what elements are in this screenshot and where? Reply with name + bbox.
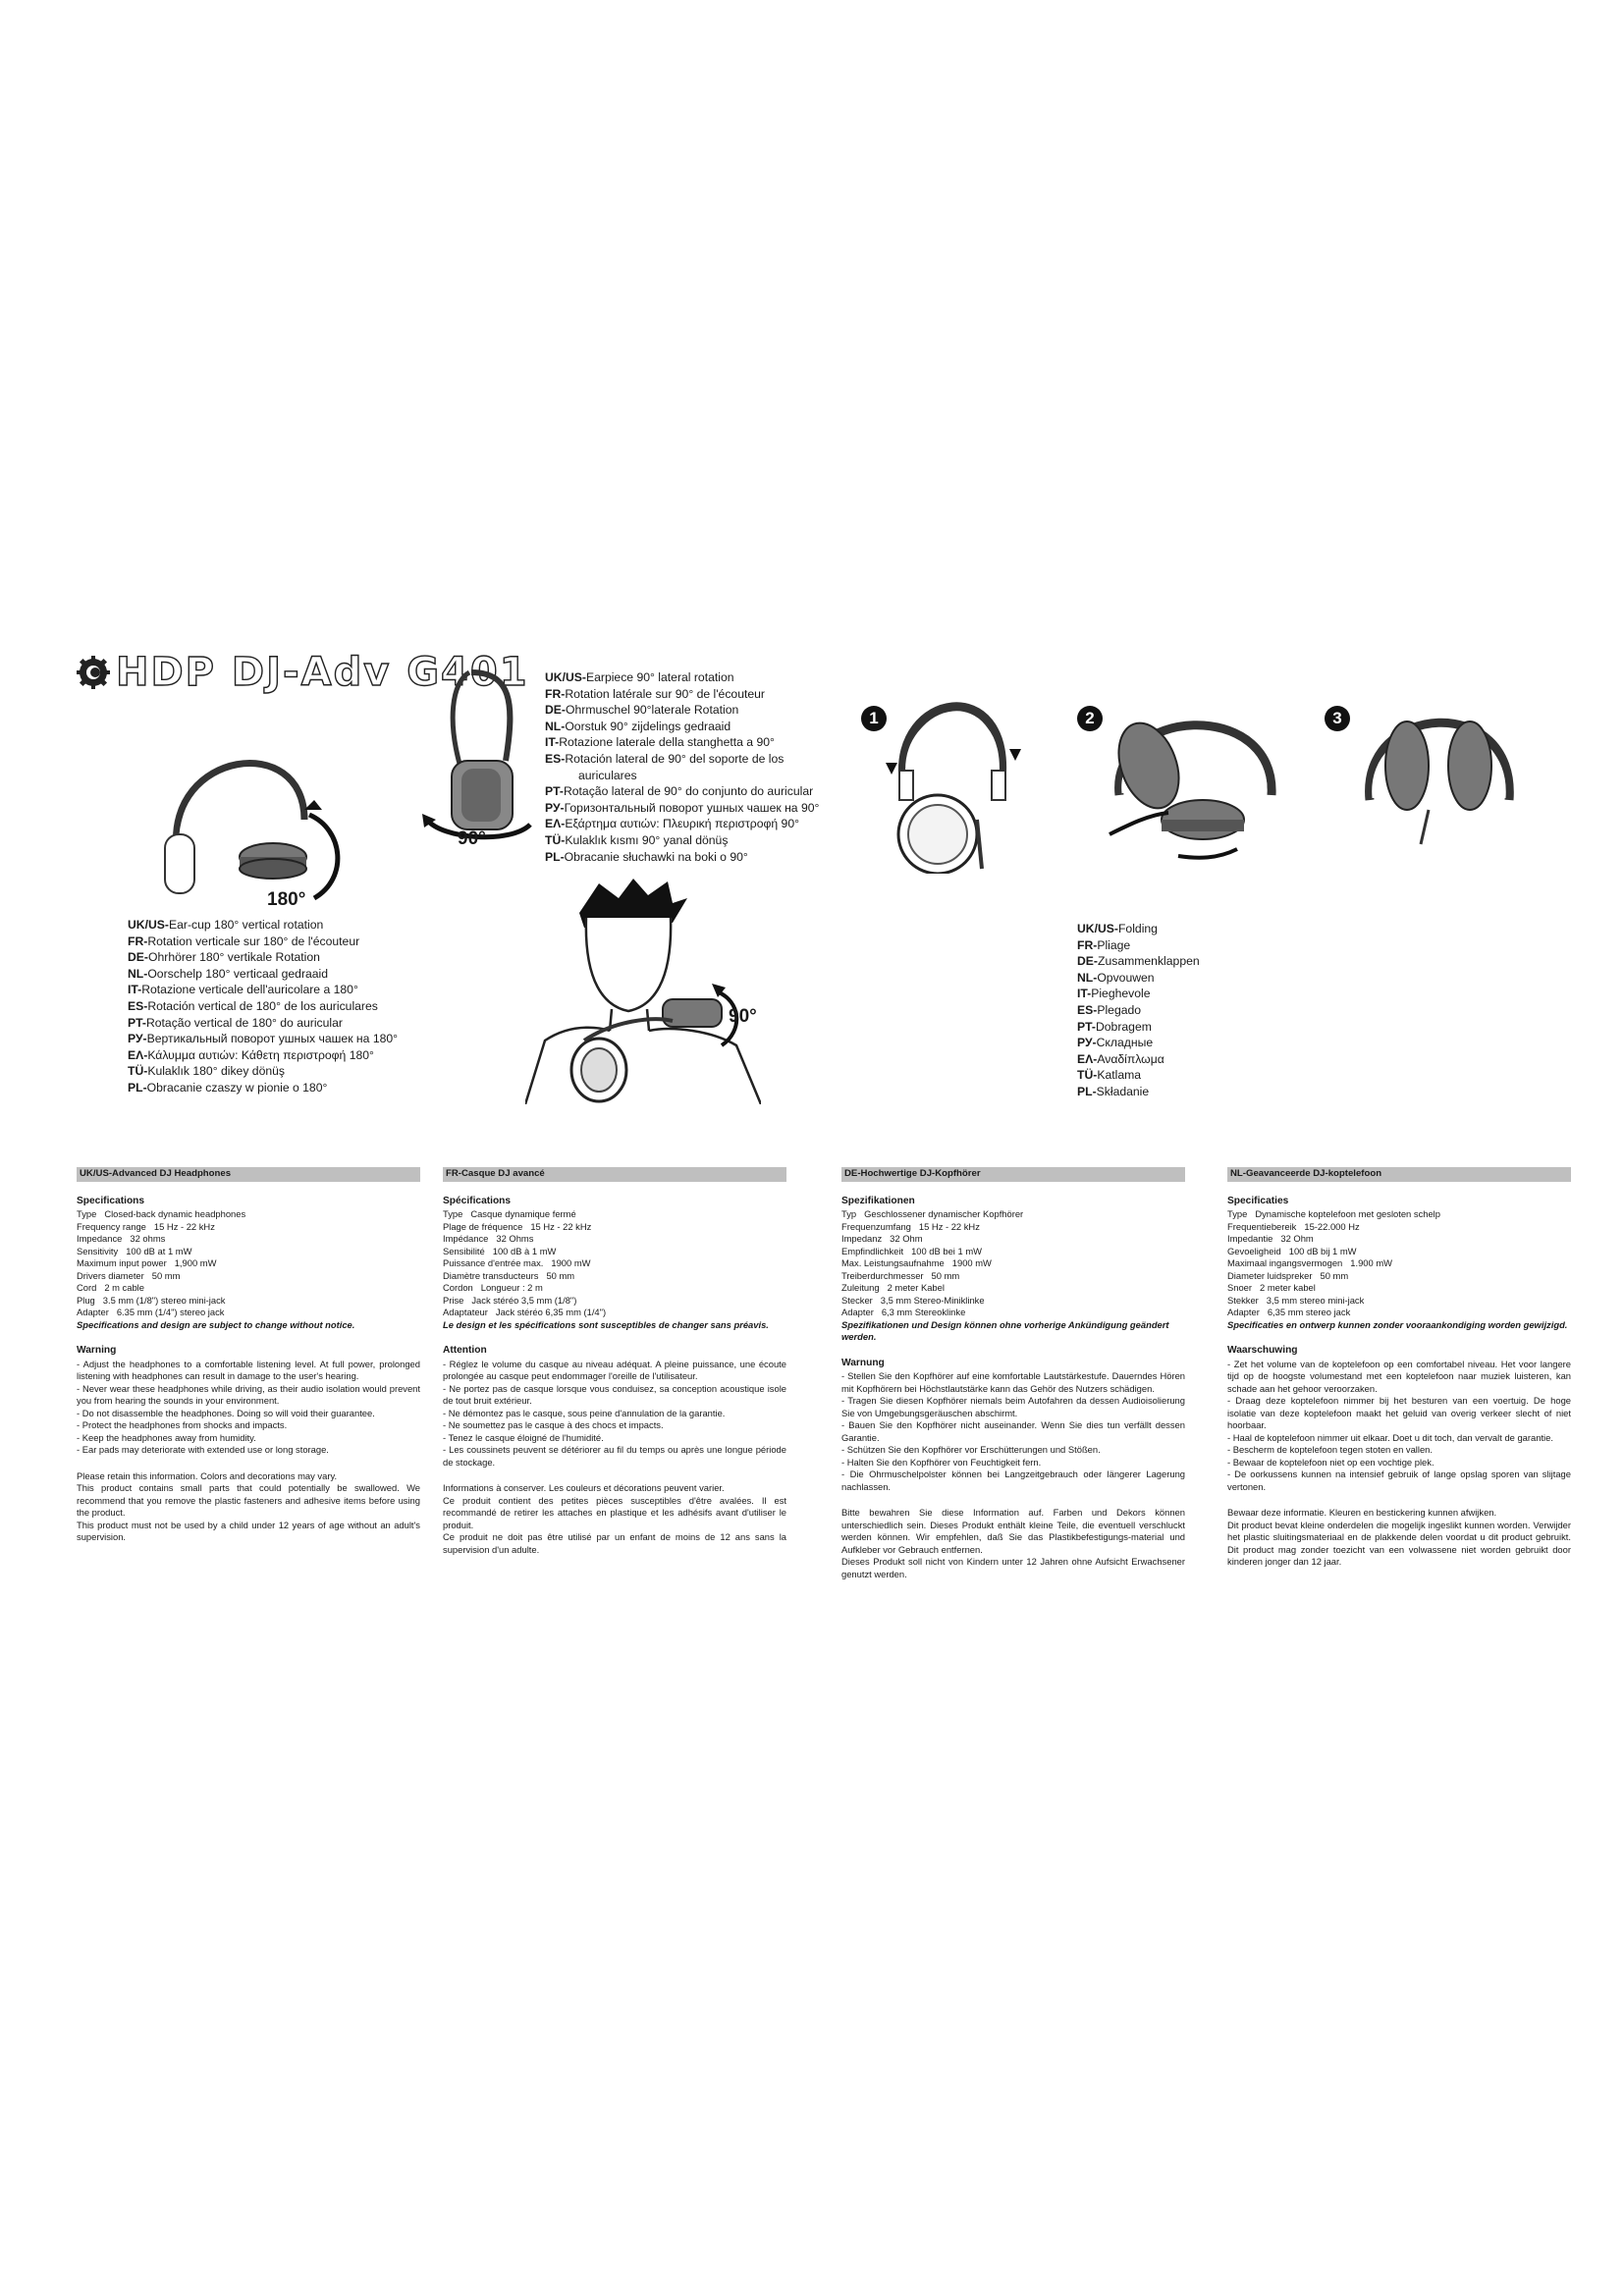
closing-text: Informations à conserver. Les couleurs et décorations peuvent varier. [443,1482,725,1493]
spec-note: Specificaties en ontwerp kunnen zonder vooraankondiging worden gewijzigd. [1227,1318,1568,1330]
list-item: NL-Oorstuk 90° zijdelings gedraaid [545,719,731,733]
list-item: FR-Pliage [1077,937,1131,952]
person-neck-headphones-illustration [525,874,761,1104]
spec-row: Snoer 2 meter kabel [1227,1282,1316,1293]
warning-item: - Tragen Sie diesen Kopfhörer niemals beim Autofahren da dessen Audioisolierung Sie von Umgebungsgeräuschen abschirmt. [841,1395,1185,1418]
list-item: TÜ-Kulaklık kısmı 90° yanal dönüş [545,832,729,847]
warning-title: Warnung [841,1357,885,1368]
column-header: NL-Geavanceerde DJ-koptelefoon [1227,1167,1571,1182]
list-item: DE-Ohrhörer 180° vertikale Rotation [128,950,320,965]
folding-step-1-illustration [864,672,1041,874]
list-item: PL-Składanie [1077,1084,1150,1098]
gear-logo-icon [77,656,110,689]
list-item: TÜ-Katlama [1077,1068,1142,1083]
spec-row: Frequenzumfang 15 Hz - 22 kHz [841,1220,980,1232]
column-de [841,1167,1185,1580]
list-item: PT-Rotação lateral de 90° do conjunto do auricular [545,784,814,799]
warning-item: - Do not disassemble the headphones. Doing so will void their guarantee. [77,1407,375,1418]
list-item: IT-Pieghevole [1077,987,1151,1001]
closing-text: Bitte bewahren Sie diese Information auf. Farben und Dekors können unterschiedlich sein. Dieses Produkt enthält kleine Teile, die eventuell verschluckt werden können. Wir empfehlen, daß Sie das Plastikbefestigungs-material und Aufkleber vor Gebrauch entfernen. [841,1507,1185,1555]
warning-item: - Stellen Sie den Kopfhörer auf eine komfortable Lautstärkestufe. Dauerndes Hören mit Kopfhörern bei Höchstlautstärke kann das Gehör des Nutzers schädigen. [841,1370,1185,1394]
neck-angle-label: 90° [729,1006,757,1027]
list-item: NL-Oorschelp 180° verticaal gedraaid [128,966,329,981]
spec-row: Sensibilité 100 dB à 1 mW [443,1245,557,1256]
list-item: FR-Rotation latérale sur 90° de l'écouteur [545,686,765,701]
spec-row: Maximum input power 1,900 mW [77,1257,217,1268]
warning-item: - Halten Sie den Kopfhörer von Feuchtigkeit fern. [841,1456,1042,1468]
list-item: UK/US-Ear-cup 180° vertical rotation [128,918,324,932]
closing-text: This product contains small parts that could potentially be swallowed. We recommend that you remove the plastic fasteners and adhesive items before using the product. [77,1482,420,1518]
spec-row: Gevoeligheid 100 dB bij 1 mW [1227,1245,1357,1256]
warning-item: - Bauen Sie den Kopfhörer nicht auseinander. Wenn Sie dies tun verfällt dessen Garantie. [841,1419,1185,1443]
warning-item: - Schützen Sie den Kopfhörer vor Erschütterungen und Stößen. [841,1444,1101,1455]
warning-item: - Bescherm de koptelefoon tegen stoten en vallen. [1227,1444,1433,1455]
list-item: DE-Ohrmuschel 90°laterale Rotation [545,703,739,718]
spec-row: Diamètre transducteurs 50 mm [443,1269,575,1281]
list-item: UK/US-Earpiece 90° lateral rotation [545,670,734,684]
closing-text: Please retain this information. Colors and decorations may vary. [77,1469,338,1481]
warning-item: - Ear pads may deteriorate with extended use or long storage. [77,1444,329,1455]
spec-row: Cord 2 m cable [77,1282,144,1293]
list-item: PT-Dobragem [1077,1019,1152,1034]
product-title: HDP DJ-Adv G401 [116,650,529,695]
list-item: UK/US-Folding [1077,922,1158,935]
vertical-angle-label: 180° [267,889,306,910]
warning-item: - Ne soumettez pas le casque à des chocs et impacts. [443,1419,664,1430]
closing-text: Dieses Produkt soll nicht von Kindern unter 12 Jahren ohne Aufsicht Erwachsener genutzt werden. [841,1556,1185,1579]
spec-row: Puissance d'entrée max. 1900 mW [443,1257,591,1268]
spec-row: Impedance 32 ohms [77,1233,166,1244]
list-item: PL-Obracanie czaszy w pionie o 180° [128,1080,328,1095]
spec-row: Impedanz 32 Ohm [841,1233,923,1244]
spec-row: Zuleitung 2 meter Kabel [841,1282,945,1293]
warning-title: Warning [77,1345,117,1356]
column-fr [443,1167,786,1556]
warning-item: - Réglez le volume du casque au niveau adéquat. A pleine puissance, une écoute prolongée au casque peut endommager l'oreille de l'utilisateur. [443,1358,786,1381]
folding-step-3-illustration [1350,692,1527,849]
vertical-rotation-list [128,917,398,1096]
warning-item: - Les coussinets peuvent se détériorer au fil du temps ou après une longue période de stockage. [443,1444,786,1468]
list-item: ΕΛ-Κάλυμμα αυτιών: Κάθετη περιστροφή 180° [128,1047,374,1062]
spec-title: Spezifikationen [841,1195,915,1206]
list-item: ES-Plegado [1077,1002,1142,1017]
warning-item: - Bewaar de koptelefoon niet op een vochtige plek. [1227,1456,1435,1468]
list-item: FR-Rotation verticale sur 180° de l'écouteur [128,934,360,948]
spec-row: Stekker 3,5 mm stereo mini-jack [1227,1294,1365,1306]
spec-note: Spezifikationen und Design können ohne vorherige Ankündigung geändert werden. [841,1318,1169,1342]
column-header: UK/US-Advanced DJ Headphones [77,1167,420,1182]
spec-row: Cordon Longueur : 2 m [443,1282,543,1293]
headphones-vertical-rotation-illustration [157,731,353,908]
warning-item: - Ne portez pas de casque lorsque vous conduisez, sa conception acoustique isole de tout bruit extérieur. [443,1382,786,1406]
list-item: TÜ-Kulaklık 180° dikey dönüş [128,1064,286,1079]
warning-item: - Adjust the headphones to a comfortable listening level. At full power, prolonged listening with headphones can result in damage to the user's hearing. [77,1358,420,1381]
spec-row: Impédance 32 Ohms [443,1233,534,1244]
spec-row: Adapter 6.35 mm (1/4") stereo jack [77,1307,225,1317]
list-item: NL-Opvouwen [1077,970,1155,985]
lateral-rotation-list [545,669,819,865]
closing-text: Bewaar deze informatie. Kleuren en bestickering kunnen afwijken. [1227,1507,1497,1518]
list-item: РУ-Горизонтальный поворот ушных чашек на 90° [545,800,820,815]
folding-step-2-illustration [1090,687,1296,874]
step-2-badge: 2 [1077,706,1103,731]
list-item: ΕΛ-Αναδίπλωμα [1077,1051,1164,1066]
spec-title: Spécifications [443,1195,512,1206]
warning-item: - Never wear these headphones while driving, as their audio isolation would prevent you from hearing the sounds in your environment. [77,1382,420,1406]
spec-row: Drivers diameter 50 mm [77,1269,181,1281]
list-item: PL-Obracanie słuchawki na boki o 90° [545,849,748,864]
spec-row: Sensitivity 100 dB at 1 mW [77,1245,192,1256]
list-item: PT-Rotação vertical de 180° do auricular [128,1015,343,1030]
spec-row: Frequentiebereik 15-22.000 Hz [1227,1220,1360,1232]
spec-row: Empfindlichkeit 100 dB bei 1 mW [841,1245,982,1256]
warning-title: Attention [443,1345,487,1356]
lateral-angle-label: 90° [458,828,486,849]
spec-row: Diameter luidspreker 50 mm [1227,1269,1349,1281]
warning-item: - Die Ohrmuschelpolster können bei Langzeitgebrauch oder längerer Lagerung nachlassen. [841,1468,1185,1492]
warning-item: - Ne démontez pas le casque, sous peine d'annulation de la garantie. [443,1407,726,1418]
list-item: auriculares [578,768,637,782]
warning-item: - De oorkussens kunnen na intensief gebruik of lange opslag sporen van slijtage vertonen. [1227,1468,1571,1492]
list-item: DE-Zusammenklappen [1077,954,1200,969]
column-header: DE-Hochwertige DJ-Kopfhörer [841,1167,1185,1182]
spec-row: Type Dynamische koptelefoon met gesloten schelp [1227,1208,1440,1219]
column-nl [1227,1167,1571,1569]
list-item: IT-Rotazione laterale della stanghetta a 90° [545,735,775,750]
spec-row: Adapter 6,35 mm stereo jack [1227,1307,1351,1317]
spec-note: Specifications and design are subject to change without notice. [77,1318,355,1330]
spec-row: Max. Leistungsaufnahme 1900 mW [841,1257,992,1268]
spec-row: Plage de fréquence 15 Hz - 22 kHz [443,1220,592,1232]
spec-title: Specifications [77,1195,145,1206]
closing-text: Dit product bevat kleine onderdelen die mogelijk ingeslikt kunnen worden. Verwijder het plastic sluitingsmateriaal en de plakkende delen voordat u dit product gebruikt. Dit product mag zonder toezicht van een volwassene niet worden gebruikt door kinderen jonger dan 12 jaar. [1227,1519,1571,1567]
warning-item: - Zet het volume van de koptelefoon op een comfortabel niveau. Het voor langere tijd op de hoogste volumestand met een koptelefoon naar muziek luisteren, kan schade aan het gehoor veroorzaken. [1227,1358,1571,1394]
spec-row: Plug 3.5 mm (1/8") stereo mini-jack [77,1294,226,1306]
warning-item: - Tenez le casque éloigné de l'humidité. [443,1431,604,1443]
warning-item: - Protect the headphones from shocks and impacts. [77,1419,288,1430]
closing-text: Ce produit ne doit pas être utilisé par un enfant de moins de 12 ans sans la supervision d'un adulte. [443,1531,786,1555]
spec-row: Impedantie 32 Ohm [1227,1233,1314,1244]
list-item: ΕΛ-Εξάρτημα αυτιών: Πλευρική περιστροφή 90° [545,817,799,831]
spec-row: Typ Geschlossener dynamischer Kopfhörer [841,1208,1024,1219]
warning-title: Waarschuwing [1227,1345,1298,1356]
spec-row: Adaptateur Jack stéréo 6,35 mm (1/4") [443,1307,607,1317]
spec-note: Le design et les spécifications sont susceptibles de changer sans préavis. [443,1318,769,1330]
spec-row: Type Casque dynamique fermé [443,1208,576,1219]
spec-title: Specificaties [1227,1195,1289,1206]
list-item: IT-Rotazione verticale dell'auricolare a 180° [128,983,358,997]
list-item: РУ-Вертикальный поворот ушных чашек на 180° [128,1032,399,1046]
closing-text: This product must not be used by a child under 12 years of age without an adult's supervision. [77,1519,420,1542]
step-3-badge: 3 [1325,706,1350,731]
column-header: FR-Casque DJ avancé [443,1167,786,1182]
folding-list [1077,921,1200,1100]
spec-row: Frequency range 15 Hz - 22 kHz [77,1220,215,1232]
list-item: ES-Rotación vertical de 180° de los auriculares [128,998,378,1013]
spec-row: Prise Jack stéréo 3,5 mm (1/8") [443,1294,577,1306]
warning-item: - Haal de koptelefoon nimmer uit elkaar. Doet u dit toch, dan vervalt de garantie. [1227,1431,1553,1443]
spec-row: Type Closed-back dynamic headphones [77,1208,246,1219]
warning-item: - Keep the headphones away from humidity. [77,1431,256,1443]
spec-row: Stecker 3,5 mm Stereo-Miniklinke [841,1294,985,1306]
warning-item: - Draag deze koptelefoon nimmer bij het besturen van een voertuig. De hoge isolatie van deze koptelefoon maakt het geluid van overig verkeer slecht of niet hoorbaar. [1227,1395,1571,1430]
list-item: ES-Rotación lateral de 90° del soporte de los [545,751,785,766]
spec-row: Maximaal ingangsvermogen 1.900 mW [1227,1257,1392,1268]
column-uk [77,1167,420,1544]
spec-row: Treiberdurchmesser 50 mm [841,1269,960,1281]
headphones-lateral-rotation-illustration [422,663,540,849]
closing-text: Ce produit contient des petites pièces susceptibles d'être avalées. Il est recommandé de retirer les attaches en plastique et les adhésifs avant d'utiliser le produit. [443,1494,786,1530]
spec-row: Adapter 6,3 mm Stereoklinke [841,1307,966,1317]
step-1-badge: 1 [861,706,887,731]
list-item: РУ-Складные [1077,1036,1154,1050]
